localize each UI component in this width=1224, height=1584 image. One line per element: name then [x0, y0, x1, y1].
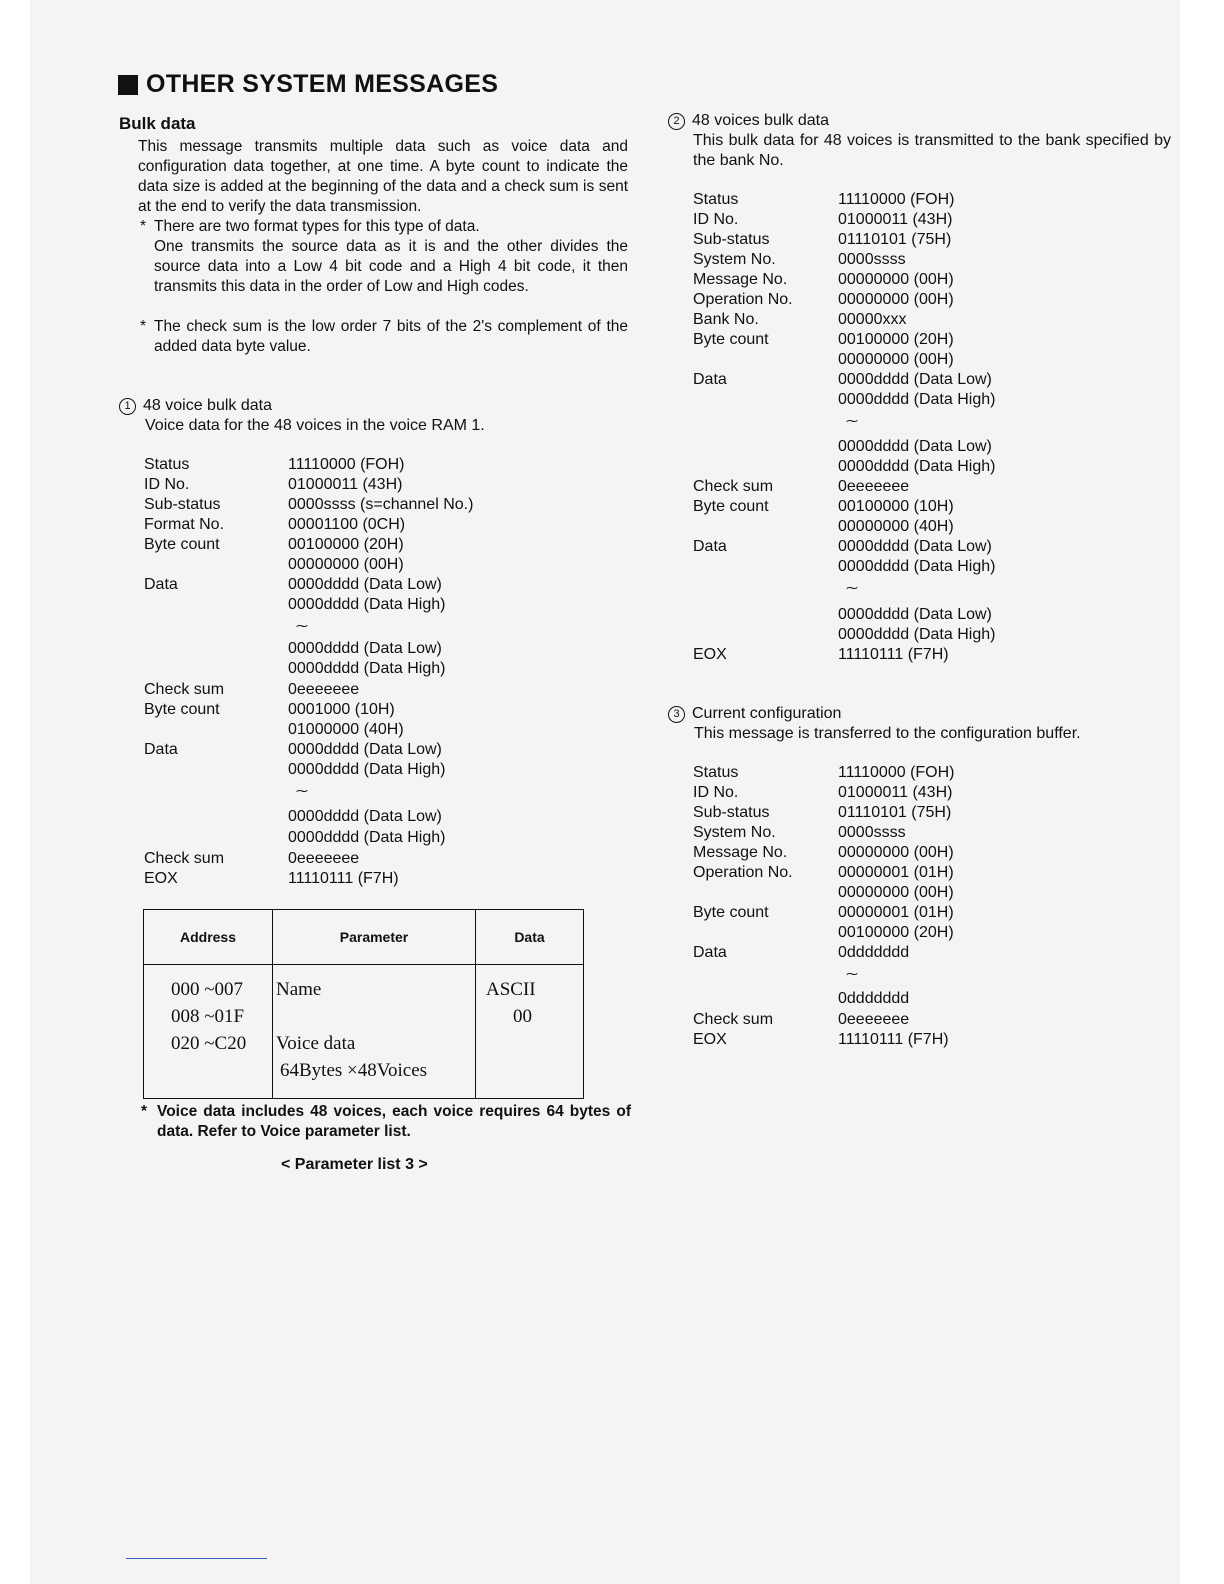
format-value: 0000dddd (Data Low): [838, 371, 992, 388]
note-check-sum: [140, 317, 628, 357]
format-value: 01110101 (75H): [838, 231, 952, 248]
section-2-heading: [668, 111, 829, 131]
format-label: Format No.: [144, 516, 225, 533]
format-label: ID No.: [144, 476, 190, 493]
format-value: 0eeeeeee: [838, 478, 910, 495]
format-value: 11110111 (F7H): [288, 870, 399, 887]
asterisk-bullet: *: [140, 218, 147, 235]
section-1-heading: [119, 396, 272, 416]
format-value: 01110101 (75H): [838, 804, 952, 821]
format-label: Data: [693, 371, 727, 388]
bulk-data-heading: Bulk data: [119, 114, 196, 133]
address-cell: 008 ~01F: [171, 1006, 245, 1027]
format-value: 0000dddd (Data High): [288, 660, 446, 677]
bulk-data-intro: This message transmits multiple data such as voice data and configuration data together, at one time. A byte count to indicate the data size is added at the beginning of the data and a check sum is sent at the end to verify the data transmission.: [138, 138, 628, 215]
section-3-title: Current configuration: [692, 705, 842, 722]
format-label: Data: [144, 576, 178, 593]
header-data: Data: [476, 910, 584, 965]
header-address: Address: [144, 910, 273, 965]
format-value: 01000000 (40H): [288, 721, 404, 738]
format-value: 00000000 (00H): [838, 884, 954, 901]
format-label: Message No.: [693, 844, 788, 861]
format-value: 00100000 (20H): [288, 536, 404, 553]
format-value: 00000000 (00H): [838, 351, 954, 368]
format-value: ⁓: [296, 784, 308, 798]
format-value: 00000000 (40H): [838, 518, 954, 535]
format-value: 01000011 (43H): [838, 211, 953, 228]
section-1-message-format: [144, 456, 624, 896]
format-label: Data: [693, 538, 727, 555]
format-value: 00100000 (20H): [838, 331, 954, 348]
table-footnote: [141, 1102, 631, 1142]
section-3-description: This message is transferred to the configuration buffer.: [694, 725, 1081, 742]
format-label: Status: [144, 456, 190, 473]
format-label: Bank No.: [693, 311, 759, 328]
asterisk-bullet: *: [141, 1103, 148, 1120]
format-value: 00000001 (01H): [838, 904, 954, 921]
page-title: [118, 70, 498, 99]
format-label: EOX: [693, 1031, 727, 1048]
circled-number-3: 3: [668, 706, 685, 723]
circled-number-1: 1: [119, 398, 136, 415]
format-label: Byte count: [693, 904, 769, 921]
header-parameter: Parameter: [273, 910, 476, 965]
parameter-cell: [276, 1006, 474, 1033]
circled-number-2: 2: [668, 113, 685, 130]
format-value: 0000dddd (Data High): [838, 458, 996, 475]
format-label: System No.: [693, 824, 776, 841]
table-caption: < Parameter list 3 >: [281, 1156, 428, 1173]
format-value: 0ddddddd: [838, 944, 910, 961]
parameter-table: [143, 909, 584, 1099]
format-label: ID No.: [693, 784, 739, 801]
format-value: 0000dddd (Data Low): [838, 538, 992, 555]
format-value: 0000ssss: [838, 251, 906, 268]
format-value: 0000dddd (Data High): [288, 596, 446, 613]
format-label: Check sum: [693, 478, 774, 495]
note-format-types-line: There are two format types for this type of data.: [154, 218, 480, 235]
address-cell: 000 ~007: [171, 979, 244, 1000]
note-format-types: [140, 217, 628, 297]
format-value: ⁓: [846, 581, 858, 595]
format-label: System No.: [693, 251, 776, 268]
section-2-message-format: [693, 191, 1173, 671]
parameter-cell: Voice data: [276, 1033, 356, 1054]
format-value: ⁓: [846, 414, 858, 428]
format-value: 0000ssss (s=channel No.): [288, 496, 474, 513]
format-value: 0000dddd (Data High): [838, 626, 996, 643]
format-value: 11110111 (F7H): [838, 1031, 949, 1048]
format-value: 00000000 (00H): [838, 271, 954, 288]
section-2-title: 48 voices bulk data: [692, 112, 829, 129]
format-value: 00100000 (10H): [838, 498, 954, 515]
square-bullet-icon: [118, 75, 138, 95]
format-value: 0ddddddd: [838, 990, 910, 1007]
format-value: 01000011 (43H): [288, 476, 403, 493]
format-value: 0eeeeeee: [288, 681, 360, 698]
format-value: ⁓: [296, 619, 308, 633]
table-header-row: [144, 910, 584, 965]
address-cell: 020 ~C20: [171, 1033, 247, 1054]
format-value: 0000dddd (Data Low): [288, 741, 442, 758]
format-value: 11110111 (F7H): [838, 646, 949, 663]
format-label: Byte count: [693, 498, 769, 515]
section-1-description: Voice data for the 48 voices in the voice RAM 1.: [145, 417, 485, 434]
asterisk-bullet: *: [140, 318, 147, 335]
bottom-divider-line: [126, 1558, 267, 1559]
format-label: Data: [693, 944, 727, 961]
format-label: Message No.: [693, 271, 788, 288]
page-title-text: OTHER SYSTEM MESSAGES: [146, 70, 499, 98]
format-label: EOX: [693, 646, 727, 663]
section-1-title: 48 voice bulk data: [143, 397, 272, 414]
format-label: Check sum: [144, 681, 225, 698]
format-label: Data: [144, 741, 178, 758]
format-value: 0000dddd (Data Low): [288, 576, 442, 593]
parameter-cell: 64Bytes ×48Voices: [280, 1060, 428, 1081]
format-value: 0000dddd (Data Low): [288, 640, 442, 657]
format-value: 00100000 (20H): [838, 924, 954, 941]
format-label: Byte count: [144, 536, 220, 553]
format-value: 0eeeeeee: [288, 850, 360, 867]
format-value: 0001000 (10H): [288, 701, 395, 718]
format-label: Sub-status: [144, 496, 221, 513]
format-label: Status: [693, 191, 739, 208]
format-value: 0000dddd (Data High): [288, 829, 446, 846]
format-value: 0000dddd (Data High): [838, 558, 996, 575]
format-value: 0000dddd (Data Low): [838, 606, 992, 623]
format-value: 0000dddd (Data High): [838, 391, 996, 408]
note-check-sum-text: The check sum is the low order 7 bits of the 2's complement of the added data byte value.: [154, 318, 628, 355]
format-label: Sub-status: [693, 804, 770, 821]
format-label: Check sum: [144, 850, 225, 867]
parameter-column: [273, 965, 476, 1099]
data-cell: ASCII: [486, 979, 536, 1000]
format-label: Status: [693, 764, 739, 781]
format-value: 0000dddd (Data High): [288, 761, 446, 778]
format-label: Sub-status: [693, 231, 770, 248]
format-value: 0000ssss: [838, 824, 906, 841]
format-label: Operation No.: [693, 291, 793, 308]
table-footnote-text: Voice data includes 48 voices, each voice requires 64 bytes of data. Refer to Voice parameter list.: [157, 1103, 631, 1140]
table-row: [144, 965, 584, 1099]
section-2-description: This bulk data for 48 voices is transmitted to the bank specified by the bank No.: [693, 132, 1171, 169]
data-cell: 00: [513, 1006, 532, 1027]
data-column: [476, 965, 584, 1099]
format-value: 11110000 (FOH): [838, 191, 955, 208]
format-value: 00000000 (00H): [288, 556, 404, 573]
format-value: 00001100 (0CH): [288, 516, 406, 533]
format-label: Byte count: [693, 331, 769, 348]
format-value: 0000dddd (Data Low): [838, 438, 992, 455]
format-value: 00000001 (01H): [838, 864, 954, 881]
section-3-heading: [668, 704, 841, 724]
format-label: Check sum: [693, 1011, 774, 1028]
format-value: 00000000 (00H): [838, 844, 954, 861]
parameter-cell: Name: [276, 979, 322, 1000]
format-label: ID No.: [693, 211, 739, 228]
format-label: Operation No.: [693, 864, 793, 881]
format-value: 11110000 (FOH): [288, 456, 405, 473]
format-value: 11110000 (FOH): [838, 764, 955, 781]
address-column: [144, 965, 273, 1099]
format-value: 01000011 (43H): [838, 784, 953, 801]
section-3-message-format: [693, 764, 1173, 1064]
format-value: 00000000 (00H): [838, 291, 954, 308]
format-label: EOX: [144, 870, 178, 887]
format-value: ⁓: [846, 967, 858, 981]
format-value: 0eeeeeee: [838, 1011, 910, 1028]
format-label: Byte count: [144, 701, 220, 718]
note-format-types-detail: One transmits the source data as it is and the other divides the source data into a Low 4 bit code and a High 4 bit code, it then transmits this data in the order of Low and High codes.: [154, 238, 628, 295]
format-value: 00000xxx: [838, 311, 907, 328]
format-value: 0000dddd (Data Low): [288, 808, 442, 825]
